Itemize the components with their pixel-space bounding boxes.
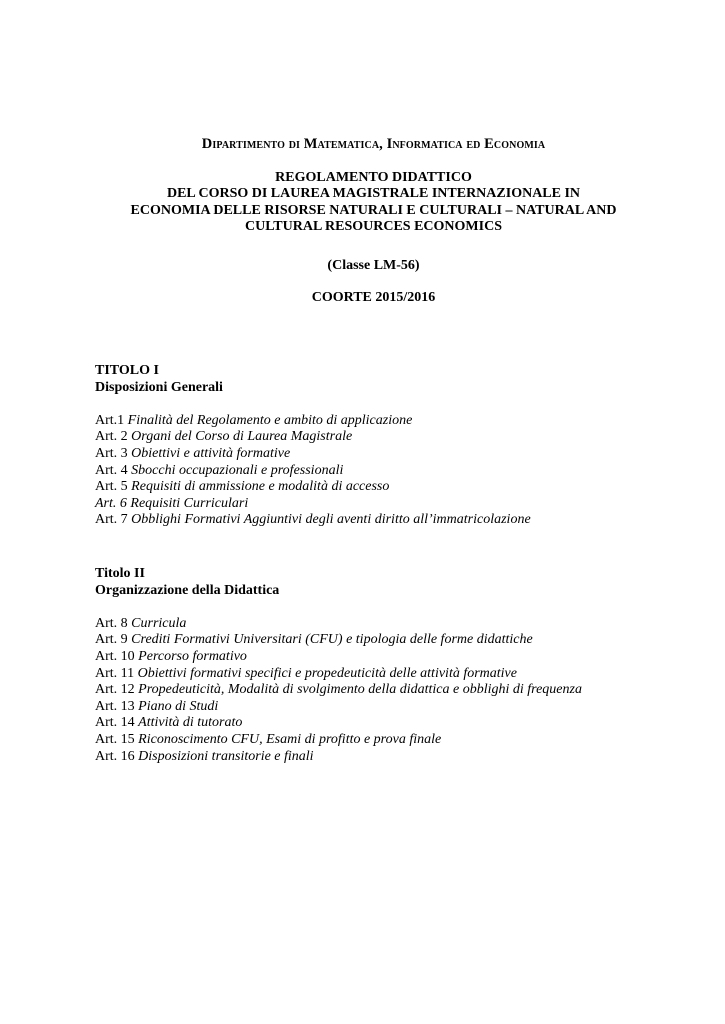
article-title: Percorso formativo [138, 648, 247, 664]
article-title: Disposizioni transitorie e finali [138, 748, 314, 764]
article-title: Attività di tutorato [138, 715, 243, 731]
list-item [95, 446, 531, 463]
list-item [95, 715, 582, 732]
list-item [95, 632, 582, 649]
regulation-title [0, 170, 725, 236]
title-line: ECONOMIA DELLE RISORSE NATURALI E CULTURALI – NATURAL AND [130, 202, 617, 218]
title-line: REGOLAMENTO DIDATTICO [275, 170, 472, 185]
list-item [95, 682, 582, 699]
title-line: DEL CORSO DI LAUREA MAGISTRALE INTERNAZIONALE IN [166, 186, 581, 202]
article-number: Art. 8 [95, 615, 128, 631]
article-title: Curricula [131, 615, 187, 631]
list-item [95, 732, 582, 749]
article-number: Art.1 [95, 412, 125, 428]
article-list [95, 413, 531, 529]
article-title: Finalità del Regolamento e ambito di applicazione [127, 412, 413, 428]
article-title: Requisiti Curriculari [130, 495, 249, 511]
list-item [95, 512, 531, 529]
section-heading: TITOLO I [95, 363, 159, 378]
article-number: Art. 2 [95, 429, 128, 445]
article-title: Obiettivi formativi specifici e propedeuticità delle attività formative [137, 665, 517, 681]
article-title: Crediti Formativi Universitari (CFU) e tipologia delle forme didattiche [131, 632, 533, 648]
article-list [95, 616, 582, 765]
article-title: Organi del Corso di Laurea Magistrale [131, 429, 353, 445]
article-number: Art. 10 [95, 648, 135, 664]
list-item [95, 496, 531, 513]
article-number: Art. 4 [95, 462, 128, 478]
section-titolo-1 [95, 363, 531, 529]
article-title: Riconoscimento CFU, Esami di profitto e prova finale [138, 731, 442, 747]
article-title: Piano di Studi [138, 698, 219, 714]
article-number: Art. 3 [95, 445, 128, 461]
section-subheading: Disposizioni Generali [95, 379, 223, 395]
list-item [95, 699, 582, 716]
list-item [95, 649, 582, 666]
article-number: Art. 14 [95, 715, 135, 731]
article-number: Art. 5 [95, 479, 128, 495]
article-title: Obblighi Formativi Aggiuntivi degli aventi diritto all’immatricolazione [131, 512, 531, 528]
list-item [95, 463, 531, 480]
list-item [95, 413, 531, 430]
department-heading: Dipartimento di Matematica, Informatica ed Economia [201, 136, 546, 152]
article-number: Art. 9 [95, 632, 128, 648]
list-item [95, 429, 531, 446]
section-heading: Titolo II [95, 566, 145, 581]
article-title: Sbocchi occupazionali e professionali [131, 462, 344, 478]
article-number: Art. 12 [95, 682, 135, 698]
article-title: Obiettivi e attività formative [131, 445, 291, 461]
article-number: Art. 16 [95, 748, 135, 764]
class-label: (Classe LM-56) [327, 258, 420, 273]
article-number: Art. 11 [95, 665, 135, 681]
section-subheading: Organizzazione della Didattica [95, 582, 280, 598]
cohort-label: COORTE 2015/2016 [311, 290, 436, 305]
article-number: Art. 15 [95, 731, 135, 747]
title-line: CULTURAL RESOURCES ECONOMICS [245, 219, 502, 235]
article-title: Propedeuticità, Modalità di svolgimento della didattica e obblighi di frequenza [138, 682, 582, 698]
article-number: Art. 13 [95, 698, 135, 714]
list-item [95, 666, 582, 683]
list-item [95, 616, 582, 633]
list-item [95, 749, 582, 766]
article-number: Art. 6 [95, 495, 127, 511]
section-titolo-2 [95, 566, 582, 765]
article-number: Art. 7 [95, 512, 128, 528]
article-title: Requisiti di ammissione e modalità di accesso [131, 479, 390, 495]
list-item [95, 479, 531, 496]
